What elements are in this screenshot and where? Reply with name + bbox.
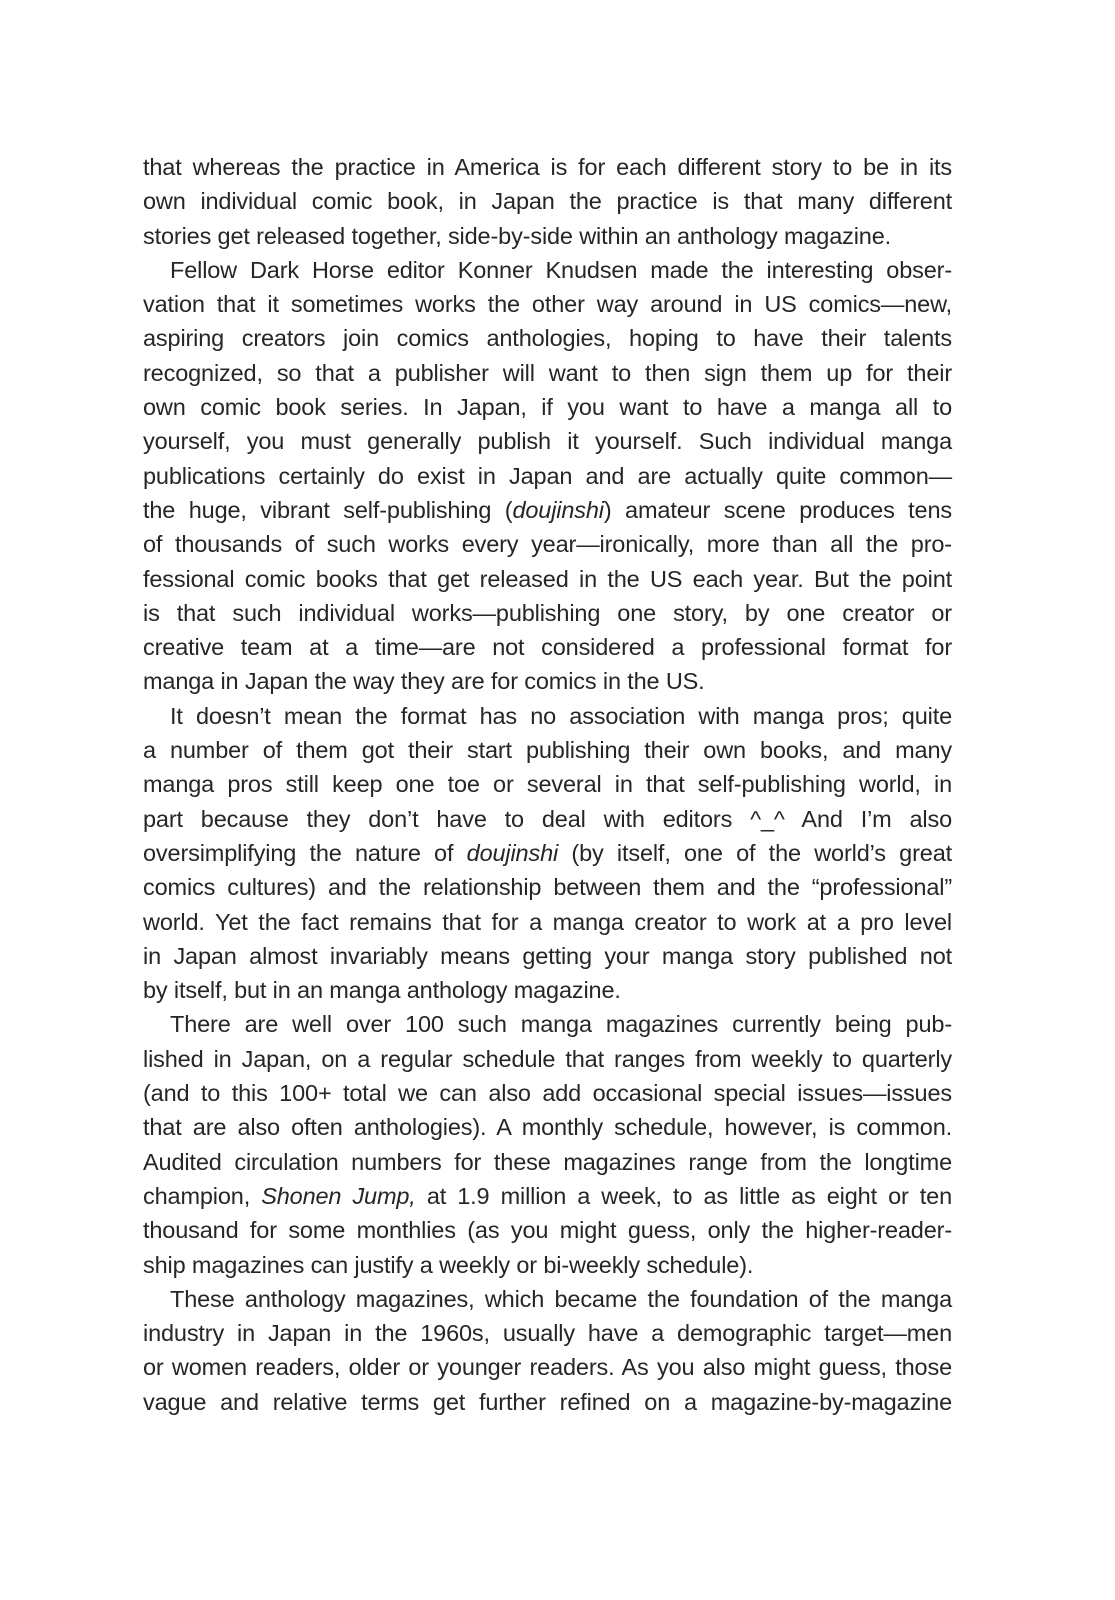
text-line (143, 253, 952, 287)
text-line (143, 973, 952, 1007)
text-line (143, 699, 952, 733)
text-line (143, 184, 952, 218)
text-run: ship magazines can justify a weekly or bi-weekly schedule). (143, 1251, 754, 1278)
text-run: thousand for some monthlies (as you might guess, only the higher-reader- (143, 1217, 952, 1244)
text-run: Audited circulation numbers for these magazines range from the longtime (143, 1148, 952, 1175)
text-run: lished in Japan, on a regular schedule that ranges from weekly to quarterly (143, 1045, 952, 1072)
text-run: the huge, vibrant self-publishing ( (143, 496, 513, 523)
text-run: in Japan almost invariably means getting your manga story published not (143, 942, 952, 969)
text-line (143, 664, 952, 698)
text-line (143, 1248, 952, 1282)
italic-term: Shonen Jump, (261, 1182, 416, 1209)
text-run: own individual comic book, in Japan the practice is that many different (143, 188, 952, 215)
text-line (143, 1385, 952, 1419)
text-line (143, 767, 952, 801)
text-run: part because they don’t have to deal with editors ^_^ And I’m also (143, 805, 952, 832)
text-line (143, 802, 952, 836)
text-line (143, 562, 952, 596)
text-run: These anthology magazines, which became the foundation of the manga (170, 1285, 952, 1312)
text-line (143, 1282, 952, 1316)
italic-term: doujinshi (512, 496, 604, 523)
text-line (143, 424, 952, 458)
text-run: own comic book series. In Japan, if you want to have a manga all to (143, 394, 952, 421)
text-run: There are well over 100 such manga magazines currently being pub- (170, 1011, 952, 1038)
text-line (143, 1350, 952, 1384)
text-line (143, 150, 952, 184)
text-run: (by itself, one of the world’s great (558, 839, 952, 866)
text-run: aspiring creators join comics anthologies, hoping to have their talents (143, 325, 952, 352)
text-line (143, 390, 952, 424)
text-run: manga pros still keep one toe or several in that self-publishing world, in (143, 771, 952, 798)
text-run: vague and relative terms get further refined on a magazine-by-magazine (143, 1388, 952, 1415)
text-line (143, 836, 952, 870)
book-page-body (143, 150, 952, 1419)
text-line (143, 219, 952, 253)
text-run: recognized, so that a publisher will want to then sign them up for their (143, 359, 952, 386)
text-run: world. Yet the fact remains that for a manga creator to work at a pro level (143, 908, 952, 935)
paragraph (143, 253, 952, 699)
paragraph (143, 150, 952, 253)
text-line (143, 1007, 952, 1041)
text-line (143, 1076, 952, 1110)
text-line (143, 321, 952, 355)
text-run: that are also often anthologies). A monthly schedule, however, is common. (143, 1114, 952, 1141)
text-run: champion, (143, 1182, 262, 1209)
text-run: at 1.9 million a week, to as little as eight or ten (415, 1182, 953, 1209)
text-run: or women readers, older or younger readers. As you also might guess, those (143, 1354, 952, 1381)
text-run: vation that it sometimes works the other way around in US comics—new, (143, 291, 952, 318)
text-run: a number of them got their start publishing their own books, and many (143, 737, 952, 764)
text-line (143, 733, 952, 767)
text-line (143, 493, 952, 527)
text-run: fessional comic books that get released in the US each year. But the point (143, 565, 952, 592)
text-line (143, 939, 952, 973)
text-run: that whereas the practice in America is for each different story to be in its (143, 154, 952, 180)
text-run: is that such individual works—publishing one story, by one creator or (143, 599, 952, 626)
text-run: creative team at a time—are not considered a professional format for (143, 634, 952, 661)
text-line (143, 1179, 952, 1213)
text-line (143, 870, 952, 904)
text-run: industry in Japan in the 1960s, usually have a demographic target—men (143, 1320, 952, 1347)
text-line (143, 630, 952, 664)
text-line (143, 1145, 952, 1179)
text-line (143, 1042, 952, 1076)
text-run: ) amateur scene produces tens (603, 496, 952, 523)
text-run: stories get released together, side-by-side within an anthology magazine. (143, 222, 892, 249)
text-line (143, 1213, 952, 1247)
text-line (143, 905, 952, 939)
text-run: Fellow Dark Horse editor Konner Knudsen made the interesting obser- (170, 256, 952, 283)
italic-term: doujinshi (466, 839, 559, 866)
text-line (143, 287, 952, 321)
text-line (143, 356, 952, 390)
text-run: oversimplifying the nature of (143, 839, 467, 866)
text-line (143, 459, 952, 493)
text-run: by itself, but in an manga anthology magazine. (143, 977, 621, 1004)
text-line (143, 1110, 952, 1144)
text-line (143, 1316, 952, 1350)
text-run: It doesn’t mean the format has no association with manga pros; quite (170, 702, 952, 729)
text-run: yourself, you must generally publish it yourself. Such individual manga (143, 428, 952, 455)
paragraph (143, 1007, 952, 1281)
text-run: (and to this 100+ total we can also add occasional special issues—issues (143, 1080, 952, 1107)
text-line (143, 596, 952, 630)
paragraph (143, 1282, 952, 1419)
text-run: publications certainly do exist in Japan and are actually quite common— (143, 462, 952, 489)
paragraph (143, 699, 952, 1008)
text-run: manga in Japan the way they are for comics in the US. (143, 668, 705, 695)
text-run: comics cultures) and the relationship between them and the “professional” (143, 874, 952, 901)
text-line (143, 527, 952, 561)
text-run: of thousands of such works every year—ironically, more than all the pro- (143, 531, 952, 558)
